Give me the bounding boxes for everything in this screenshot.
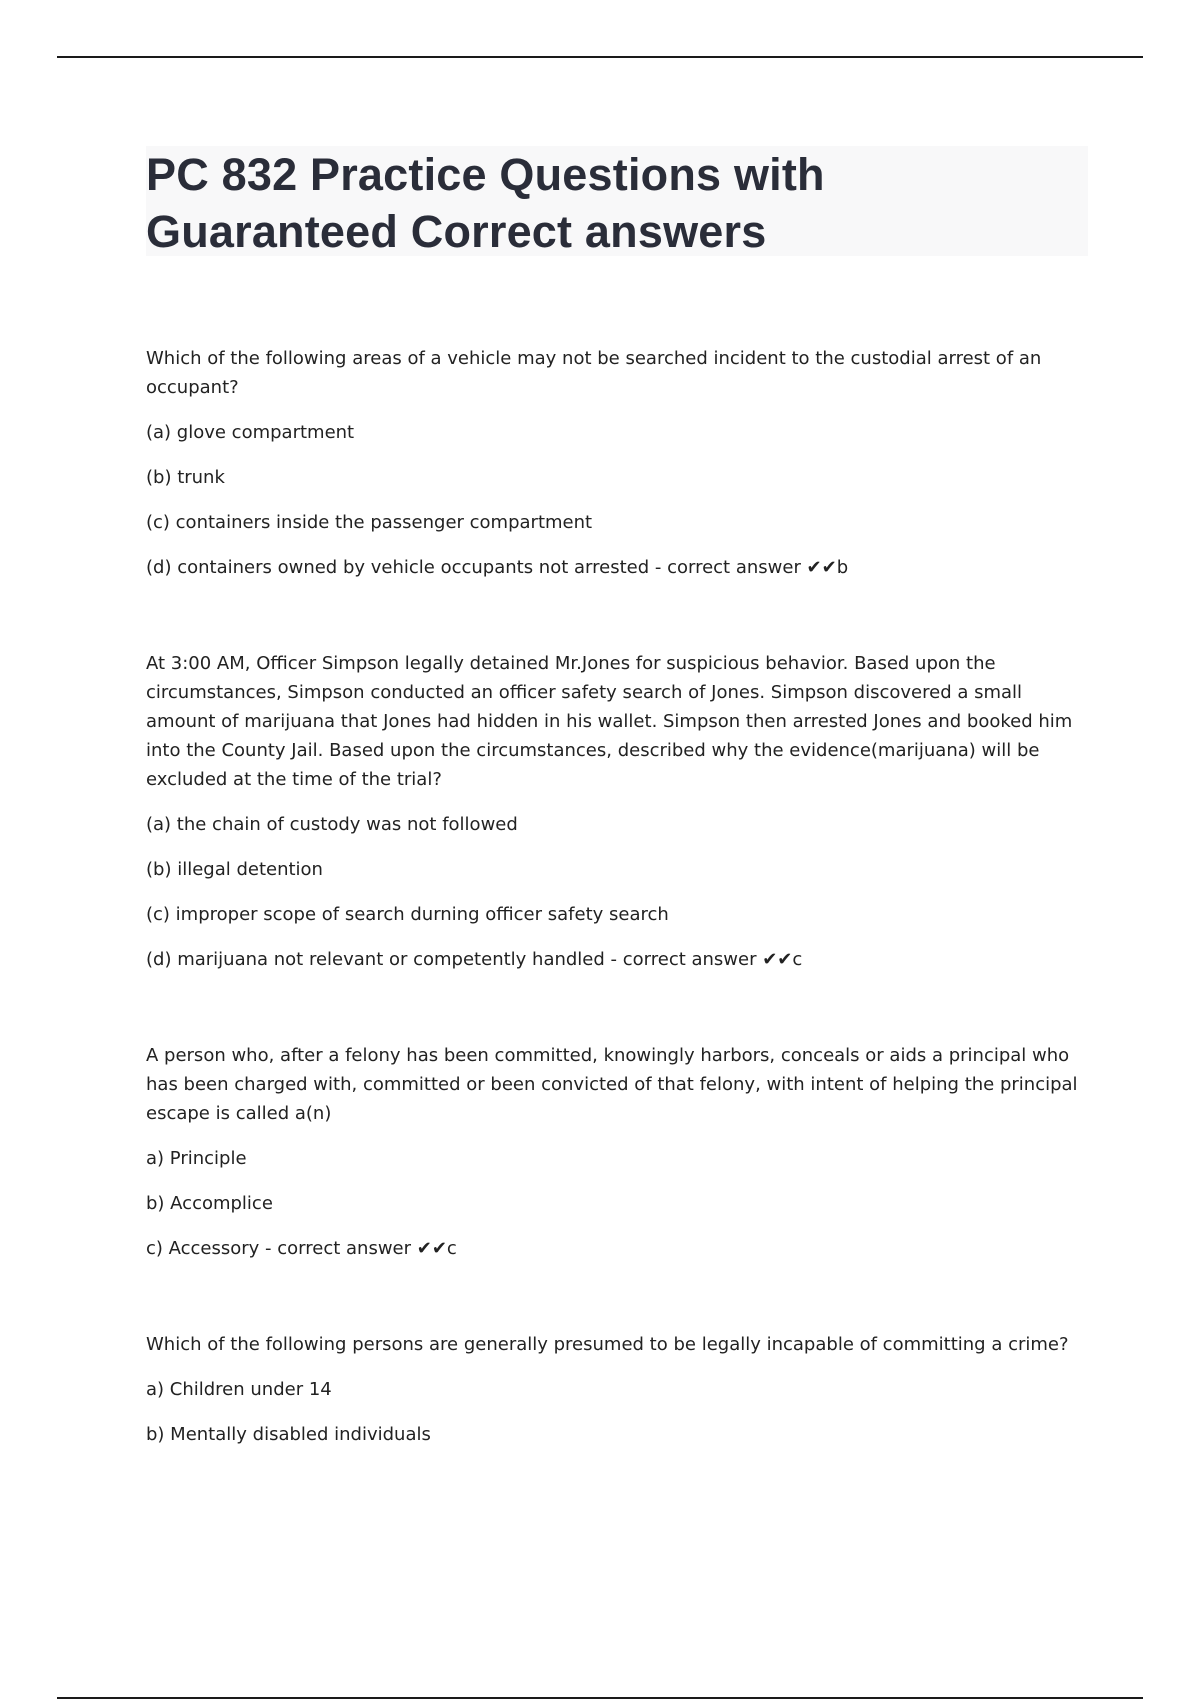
question-text-1: Which of the following areas of a vehicle may not be searched incident to the custodial arrest of an occupant? [146,348,1042,398]
question-block-2 [146,649,1088,974]
question-text-3: A person who, after a felony has been committed, knowingly harbors, conceals or aids a principal who has been charged with, committed or been convicted of that felony, with intent of helping the principal escape is called a(n) [146,1045,1078,1124]
title-block [146,146,1088,256]
question-block-3 [146,1041,1088,1263]
question-1-option-c: (c) containers inside the passenger compartment [146,512,593,533]
question-text-4: Which of the following persons are generally presumed to be legally incapable of committing a crime? [146,1334,1069,1355]
question-text-2: At 3:00 AM, Officer Simpson legally detained Mr.Jones for suspicious behavior. Based upon the circumstances, Simpson conducted an officer safety search of Jones. Simpson discovered a small amount of marijuana that Jones had hidden in his wallet. Simpson then arrested Jones and booked him into the County Jail. Based upon the circumstances, described why the evidence(marijuana) will be excluded at the time of the trial? [146,653,1073,790]
question-2-option-a: (a) the chain of custody was not followed [146,814,518,835]
question-4-option-a: a) Children under 14 [146,1379,332,1400]
question-block-1 [146,344,1088,582]
question-block-4 [146,1330,1088,1449]
bottom-rule [57,1697,1143,1699]
question-2-option-c: (c) improper scope of search durning officer safety search [146,904,669,925]
document-title: PC 832 Practice Questions with Guaranteed Correct answers [146,149,825,257]
question-2-option-b: (b) illegal detention [146,859,323,880]
questions-content [146,344,1088,1465]
question-2-option-d: (d) marijuana not relevant or competently handled - correct answer ✔✔c [146,949,803,970]
question-1-option-d: (d) containers owned by vehicle occupants not arrested - correct answer ✔✔b [146,557,849,578]
question-3-option-b: b) Accomplice [146,1193,273,1214]
question-3-option-c: c) Accessory - correct answer ✔✔c [146,1238,457,1259]
question-4-option-b: b) Mentally disabled individuals [146,1424,431,1445]
question-1-option-a: (a) glove compartment [146,422,355,443]
top-rule [57,56,1143,58]
question-1-option-b: (b) trunk [146,467,225,488]
question-3-option-a: a) Principle [146,1148,247,1169]
